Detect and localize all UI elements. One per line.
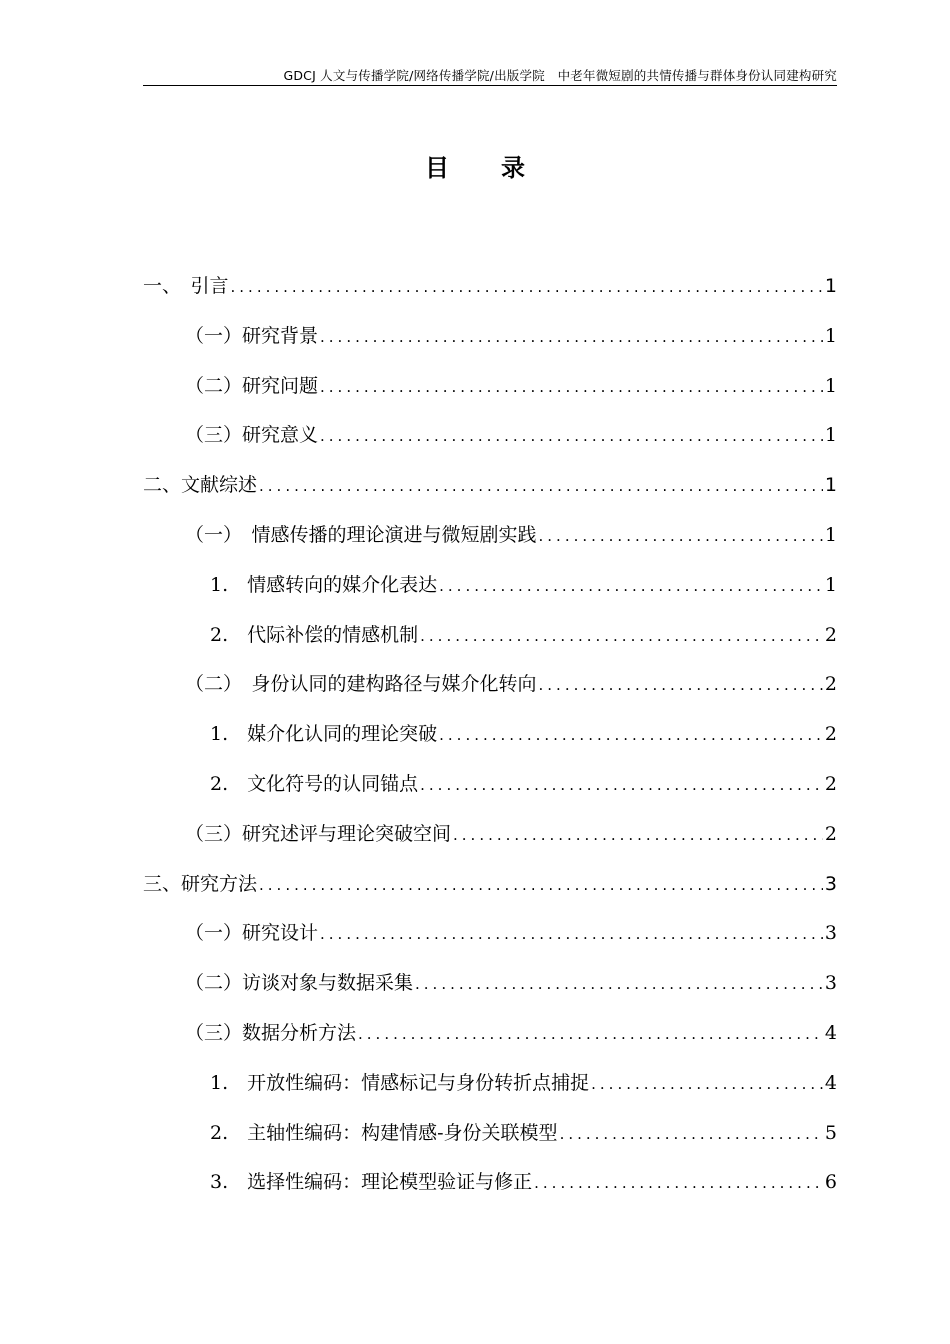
toc-entry[interactable] <box>185 968 837 1008</box>
toc-entry-page-number: 2 <box>824 673 837 696</box>
toc-entry[interactable] <box>210 1118 837 1158</box>
toc-entry[interactable] <box>210 1068 837 1108</box>
toc-entry-label: 2. 文化符号的认同锚点 <box>210 773 419 795</box>
toc-entry-label: 1. 媒介化认同的理论突破 <box>210 723 438 746</box>
toc-entry-page-number: 6 <box>824 1171 837 1194</box>
toc-entry[interactable] <box>210 620 837 660</box>
toc-entry-label: （三）研究意义 <box>185 424 319 447</box>
toc-entry-label: 三、研究方法 <box>143 872 258 895</box>
toc-entry-page-number: 2 <box>824 723 837 746</box>
toc-entry-label: 1. 情感转向的媒介化表达 <box>210 573 438 596</box>
toc-entry-label: （二）访谈对象与数据采集 <box>185 972 414 995</box>
toc-entry-page-number: 3 <box>824 872 837 895</box>
toc-dot-leader <box>358 1025 823 1043</box>
toc-entry[interactable] <box>185 819 837 859</box>
toc-dot-leader <box>320 925 823 943</box>
toc-entry[interactable] <box>210 719 837 759</box>
toc-entry-label: （一）研究设计 <box>185 922 319 945</box>
toc-entry-page-number: 4 <box>824 1071 837 1094</box>
toc-entry[interactable] <box>210 570 837 610</box>
toc-entry[interactable] <box>185 1018 837 1058</box>
toc-entry-page-number: 3 <box>824 972 837 995</box>
toc-title-char-2: 录 <box>501 154 525 182</box>
toc-entry-page-number: 1 <box>824 275 837 297</box>
toc-entry[interactable] <box>143 470 837 510</box>
toc-dot-leader <box>591 1075 823 1093</box>
toc-dot-leader <box>415 975 823 993</box>
toc-entry-page-number: 1 <box>824 424 837 447</box>
toc-dot-leader <box>320 328 823 346</box>
toc-entry[interactable] <box>185 321 837 361</box>
toc-entry[interactable] <box>185 371 837 411</box>
toc-entry-page-number: 4 <box>824 1022 837 1044</box>
toc-entry-page-number: 2 <box>824 822 837 845</box>
toc-dot-leader <box>539 527 823 545</box>
toc-entry-page-number: 1 <box>824 374 837 397</box>
toc-entry-label: 一、 引言 <box>143 275 229 297</box>
toc-entry-label: （二） 身份认同的建构路径与媒介化转向 <box>185 673 537 696</box>
toc-entry-label: （二）研究问题 <box>185 374 319 397</box>
toc-entry-label: （一）研究背景 <box>185 324 319 347</box>
toc-dot-leader <box>453 826 823 844</box>
toc-dot-leader <box>439 726 823 744</box>
toc-entry-page-number: 2 <box>824 773 837 795</box>
toc-dot-leader <box>539 676 823 694</box>
toc-entry-page-number: 1 <box>824 474 837 497</box>
toc-entry[interactable] <box>185 918 837 958</box>
toc-dot-leader <box>320 427 823 445</box>
toc-entry-label: 3. 选择性编码：理论模型验证与修正 <box>210 1171 533 1194</box>
toc-entry[interactable] <box>210 1167 837 1207</box>
toc-entry-page-number: 1 <box>824 524 837 546</box>
toc-dot-leader <box>231 278 823 296</box>
toc-dot-leader <box>420 627 823 645</box>
toc-dot-leader <box>259 477 823 495</box>
toc-entry[interactable] <box>143 869 837 909</box>
running-header: GDCJ 人文与传播学院/网络传播学院/出版学院 中老年微短剧的共情传播与群体身份认同建构研究 <box>283 68 837 83</box>
toc-entry-label: （三）数据分析方法 <box>185 1022 357 1044</box>
toc-dot-leader <box>320 378 823 396</box>
toc-entry-label: （一） 情感传播的理论演进与微短剧实践 <box>185 524 537 546</box>
toc-entry[interactable] <box>143 271 837 311</box>
toc-entry-page-number: 2 <box>824 623 837 646</box>
toc-entry[interactable] <box>185 520 837 560</box>
toc-entry-page-number: 3 <box>824 922 837 945</box>
toc-dot-leader <box>420 776 823 794</box>
header-rule <box>143 85 837 86</box>
toc-title-char-1: 目 <box>425 154 449 182</box>
toc-entry-label: 2. 主轴性编码：构建情感-身份关联模型 <box>210 1121 558 1144</box>
toc-entry-page-number: 5 <box>824 1121 837 1144</box>
toc-entry-page-number: 1 <box>824 324 837 347</box>
toc-dot-leader <box>534 1174 823 1192</box>
toc-entry[interactable] <box>210 769 837 809</box>
toc-entry[interactable] <box>185 420 837 460</box>
toc-entry-label: 1. 开放性编码：情感标记与身份转折点捕捉 <box>210 1071 590 1094</box>
toc-title <box>0 148 950 183</box>
toc-dot-leader <box>439 577 823 595</box>
toc-entry-label: 2. 代际补偿的情感机制 <box>210 623 419 646</box>
toc-dot-leader <box>560 1125 823 1143</box>
toc-entry-label: （三）研究述评与理论突破空间 <box>185 822 452 845</box>
toc-entry-label: 二、文献综述 <box>143 474 258 497</box>
toc-entry-page-number: 1 <box>824 573 837 596</box>
toc-entry[interactable] <box>185 669 837 709</box>
toc-dot-leader <box>259 876 823 894</box>
